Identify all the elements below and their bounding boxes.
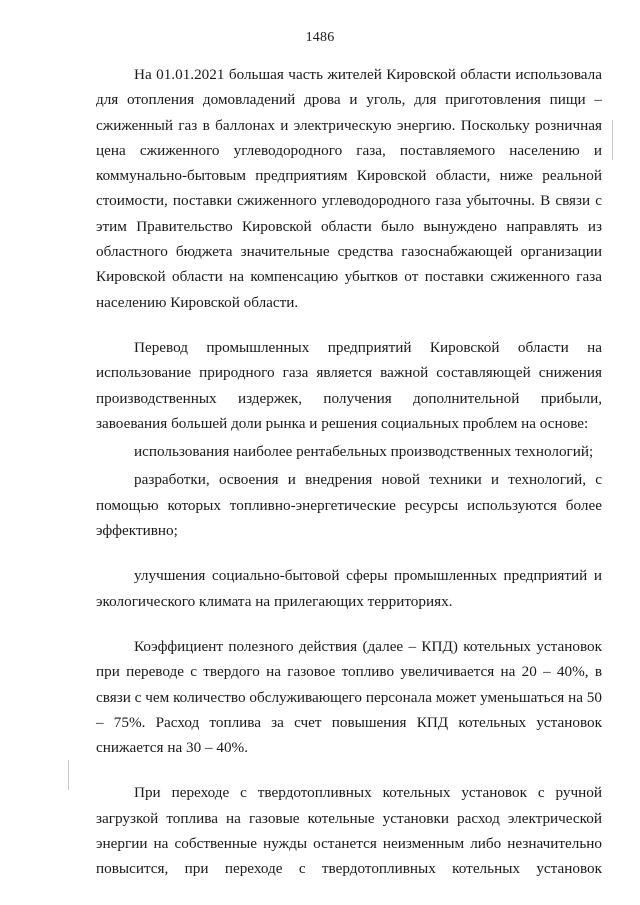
body-text (96, 62, 602, 882)
list-item-new-equipment: разработки, освоения и внедрения новой техники и технологий, с помощью которых топливно-энергетические ресурсы используются более эффективно; (96, 471, 602, 540)
paragraph-boiler-efficiency: Коэффициент полезного действия (далее – КПД) котельных установок при переводе с твердого на газовое топливо увеличивается на 20 – 40%, в связи с чем количество обслуживающего персонала может уменьшаться на 50 – 75%. Расход топлива за счет повышения КПД котельных установок снижается на 30 – 40%. (96, 637, 602, 757)
list-item-social-ecology: улучшения социально-бытовой сферы промышленных предприятий и экологического климата на прилегающих территориях. (96, 567, 602, 610)
page-number: 1486 (305, 30, 335, 45)
paragraph-electricity-consumption: При переходе с твердотопливных котельных установок с ручной загрузкой топлива на газовые котельные установки расход электрической энергии на собственные нужды останется неизменным либо незначительно повысится, при переходе с твердотопливных котельных установок (96, 784, 602, 878)
scan-artifact-line (612, 120, 613, 160)
scan-artifact-line (68, 760, 69, 790)
paragraph-industrial-gasification: Перевод промышленных предприятий Кировской области на использование природного газа является важной составляющей снижения производственных издержек, получения дополнительной прибыли, завоевания большей доли рынка и решения социальных проблем на основе: (96, 338, 602, 432)
paragraph-gas-supply-losses: На 01.01.2021 большая часть жителей Кировской области использовала для отопления домовладений дрова и уголь, для приготовления пищи – сжиженный газ в баллонах и электрическую энергию. Поскольку розничная цена сжиженного углеводородного газа, поставляемого населению и коммунально-бытовым предприятиям Кировской области, ниже реальной стоимости, поставки сжиженного углеводородного газа убыточны. В связи с этим Правительство Кировской области было вынуждено направлять из областного бюджета значительные средства газоснабжающей организации Кировской области на компенсацию убытков от поставки сжиженного газа населению Кировской области. (96, 66, 602, 311)
list-item-technologies: использования наиболее рентабельных производственных технологий; (134, 443, 594, 461)
